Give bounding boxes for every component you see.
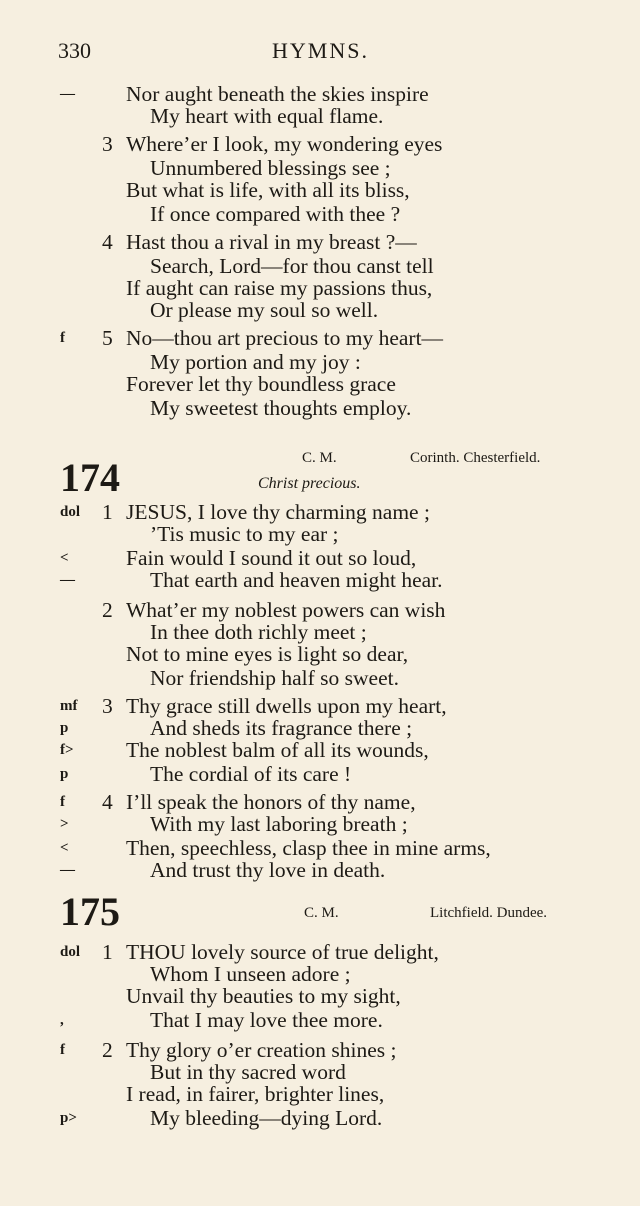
dynamic-mark: , [60, 1012, 64, 1028]
verse-line: And sheds its fragrance there ; [150, 716, 413, 740]
dynamic-mark: — [60, 572, 75, 588]
verse-number: 2 [102, 598, 113, 622]
dynamic-mark: f> [60, 742, 74, 758]
verse-line: My heart with equal flame. [150, 104, 384, 128]
dynamic-mark: p [60, 720, 69, 736]
verse-line: Thy glory o’er creation shines ; [126, 1038, 397, 1062]
verse-line: That earth and heaven might hear. [150, 568, 443, 592]
verse-number: 5 [102, 326, 113, 350]
dynamic-mark: < [60, 550, 69, 566]
dynamic-mark: f [60, 1042, 65, 1058]
verse-line: Where’er I look, my wondering eyes [126, 132, 443, 156]
dynamic-mark: p [60, 766, 69, 782]
hymn-175-meter: C. M. [304, 905, 339, 921]
verse-line: The cordial of its care ! [150, 762, 352, 786]
verse-number: 1 [102, 500, 113, 524]
verse-number: 1 [102, 940, 113, 964]
verse-line: Whom I unseen adore ; [150, 962, 351, 986]
verse-line: In thee doth richly meet ; [150, 620, 367, 644]
verse-line: That I may love thee more. [150, 1008, 383, 1032]
verse-line: Then, speechless, clasp thee in mine arms, [126, 836, 491, 860]
dynamic-mark: f [60, 794, 65, 810]
verse-line: Nor aught beneath the skies inspire [126, 82, 429, 106]
page-number: 330 [58, 38, 91, 63]
verse-line: Nor friendship half so sweet. [150, 666, 399, 690]
hymn-174-tunes: Corinth. Chesterfield. [410, 450, 541, 466]
verse-line: Forever let thy boundless grace [126, 372, 396, 396]
verse-line: ’Tis music to my ear ; [150, 522, 339, 546]
verse-line: But what is life, with all its bliss, [126, 178, 410, 202]
verse-line: If once compared with thee ? [150, 202, 401, 226]
verse-line: But in thy sacred word [150, 1060, 346, 1084]
verse-line: My bleeding—dying Lord. [150, 1106, 383, 1130]
hymn-174-number: 174 [60, 455, 120, 500]
verse-line: Unvail thy beauties to my sight, [126, 984, 401, 1008]
page-title: HYMNS. [272, 38, 369, 63]
dynamic-mark: < [60, 840, 69, 856]
dynamic-mark: > [60, 816, 69, 832]
verse-line: THOU lovely source of true delight, [126, 940, 439, 964]
verse-number: 3 [102, 694, 113, 718]
verse-line: No—thou art precious to my heart— [126, 326, 444, 350]
verse-line: Hast thou a rival in my breast ?— [126, 230, 417, 254]
verse-line: And trust thy love in death. [150, 858, 386, 882]
hymn-174-meter: C. M. [302, 450, 337, 466]
verse-number: 4 [102, 230, 113, 254]
verse-number: 4 [102, 790, 113, 814]
hymn-175-number: 175 [60, 889, 120, 934]
dynamic-mark: f [60, 330, 65, 346]
verse-line: Fain would I sound it out so loud, [126, 546, 417, 570]
dynamic-mark: mf [60, 698, 78, 714]
dynamic-mark: — [60, 862, 75, 878]
verse-line: Unnumbered blessings see ; [150, 156, 391, 180]
verse-line: What’er my noblest powers can wish [126, 598, 446, 622]
verse-line: I’ll speak the honors of thy name, [126, 790, 416, 814]
verse-line: Search, Lord—for thou canst tell [150, 254, 434, 278]
dynamic-mark: — [60, 86, 75, 102]
verse-line: With my last laboring breath ; [150, 812, 408, 836]
verse-number: 2 [102, 1038, 113, 1062]
dynamic-mark: dol [60, 944, 81, 960]
verse-line: I read, in fairer, brighter lines, [126, 1082, 385, 1106]
verse-line: JESUS, I love thy charming name ; [126, 500, 430, 524]
verse-number: 3 [102, 132, 113, 156]
verse-line: Not to mine eyes is light so dear, [126, 642, 409, 666]
verse-line: Thy grace still dwells upon my heart, [126, 694, 447, 718]
verse-line: If aught can raise my passions thus, [126, 276, 433, 300]
verse-line: The noblest balm of all its wounds, [126, 738, 429, 762]
verse-line: My sweetest thoughts employ. [150, 396, 412, 420]
dynamic-mark: p> [60, 1110, 77, 1126]
dynamic-mark: dol [60, 504, 81, 520]
hymn-174-subtitle: Christ precious. [258, 475, 361, 492]
verse-line: My portion and my joy : [150, 350, 361, 374]
hymn-175-tunes: Litchfield. Dundee. [430, 905, 548, 921]
page-header [58, 38, 598, 68]
verse-line: Or please my soul so well. [150, 298, 379, 322]
